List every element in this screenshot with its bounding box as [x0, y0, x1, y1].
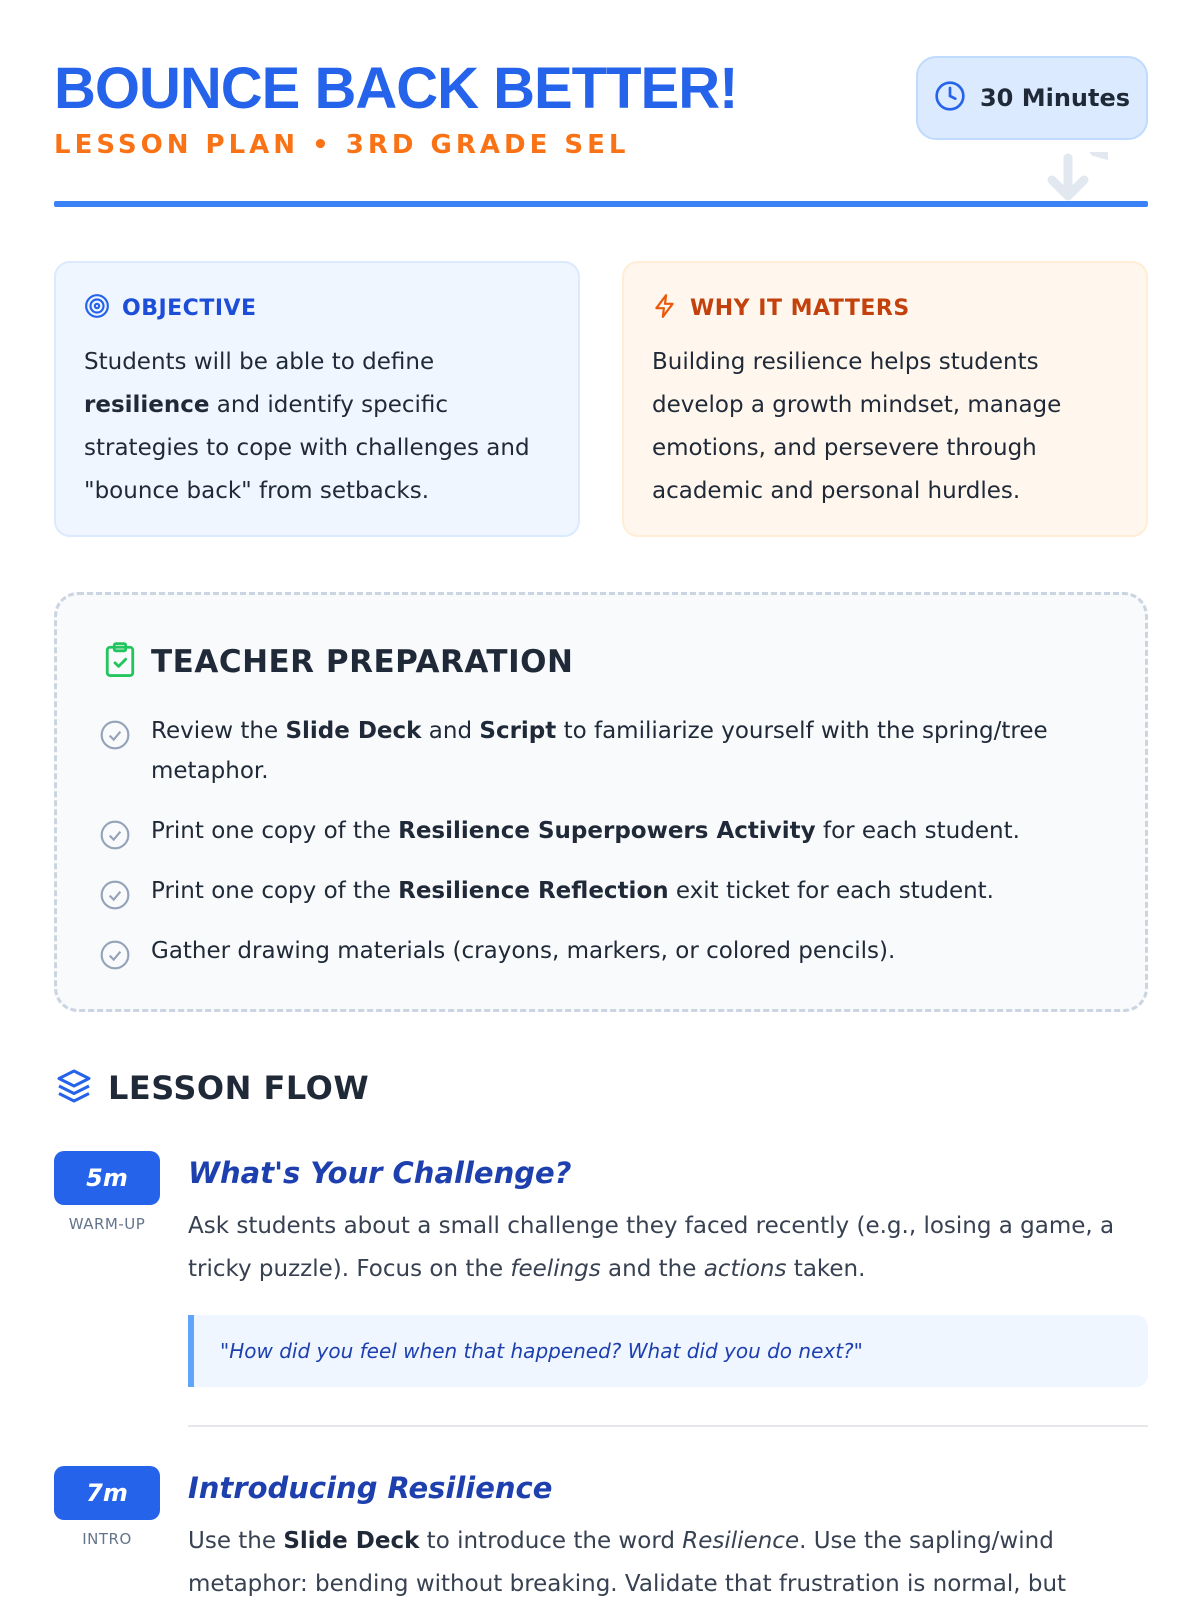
- layers-icon: [54, 1066, 94, 1110]
- prep-list: [99, 711, 1099, 991]
- step-time-badge: 5m: [54, 1151, 160, 1205]
- step-time-badge: 7m: [54, 1466, 160, 1520]
- step-phase: INTRO: [82, 1530, 132, 1548]
- teacher-preparation: [54, 592, 1148, 1012]
- step-description: Ask students about a small challenge they faced recently (e.g., losing a game, a tricky puzzle). Focus on the feelings and the actions taken.: [188, 1213, 1115, 1282]
- target-icon: [84, 293, 110, 323]
- duration-label: 30 Minutes: [979, 84, 1131, 112]
- list-item: Print one copy of the Resilience Reflection exit ticket for each student.: [99, 871, 1099, 911]
- lightning-icon: [652, 293, 678, 323]
- lesson-step: [54, 1466, 1148, 1600]
- check-circle-icon: [99, 879, 131, 911]
- check-circle-icon: [99, 819, 131, 851]
- step-title: Introducing Resilience: [188, 1471, 553, 1505]
- why-it-matters-card: [622, 261, 1148, 537]
- step-title: What's Your Challenge?: [188, 1156, 572, 1190]
- duration-badge: [916, 56, 1148, 140]
- why-text: Building resilience helps students develop a growth mindset, manage emotions, and persevere through academic and personal hurdles.: [652, 349, 1062, 504]
- step-divider: [188, 1425, 1148, 1427]
- clipboard-check-icon: [103, 641, 137, 683]
- check-circle-icon: [99, 719, 131, 751]
- header: [54, 52, 1148, 208]
- lesson-step: [54, 1151, 1148, 1391]
- header-divider: [54, 201, 1148, 207]
- page-title: BOUNCE BACK BETTER!: [54, 56, 738, 121]
- step-phase: WARM-UP: [68, 1215, 146, 1233]
- list-item: Gather drawing materials (crayons, markers, or colored pencils).: [99, 931, 1099, 971]
- objective-text: Students will be able to define resilience and identify specific strategies to cope with challenges and "bounce back" from setbacks.: [84, 349, 530, 504]
- prep-heading: TEACHER PREPARATION: [151, 644, 574, 680]
- step-description: Use the Slide Deck to introduce the word Resilience. Use the sapling/wind metaphor: bending without breaking. Validate that frustration is normal, but: [188, 1528, 1067, 1597]
- list-item: Print one copy of the Resilience Superpowers Activity for each student.: [99, 811, 1099, 851]
- lesson-plan-page: [54, 0, 1148, 1600]
- clock-icon: [934, 80, 966, 116]
- check-circle-icon: [99, 939, 131, 971]
- why-heading: WHY IT MATTERS: [690, 295, 910, 321]
- list-item: Review the Slide Deck and Script to familiarize yourself with the spring/tree metaphor.: [99, 711, 1099, 791]
- step-quote: "How did you feel when that happened? What did you do next?": [188, 1315, 1148, 1387]
- lesson-flow-heading: LESSON FLOW: [54, 1066, 369, 1110]
- page-subtitle: LESSON PLAN • 3RD GRADE SEL: [54, 130, 630, 160]
- objective-heading: OBJECTIVE: [122, 295, 257, 321]
- objective-card: [54, 261, 580, 537]
